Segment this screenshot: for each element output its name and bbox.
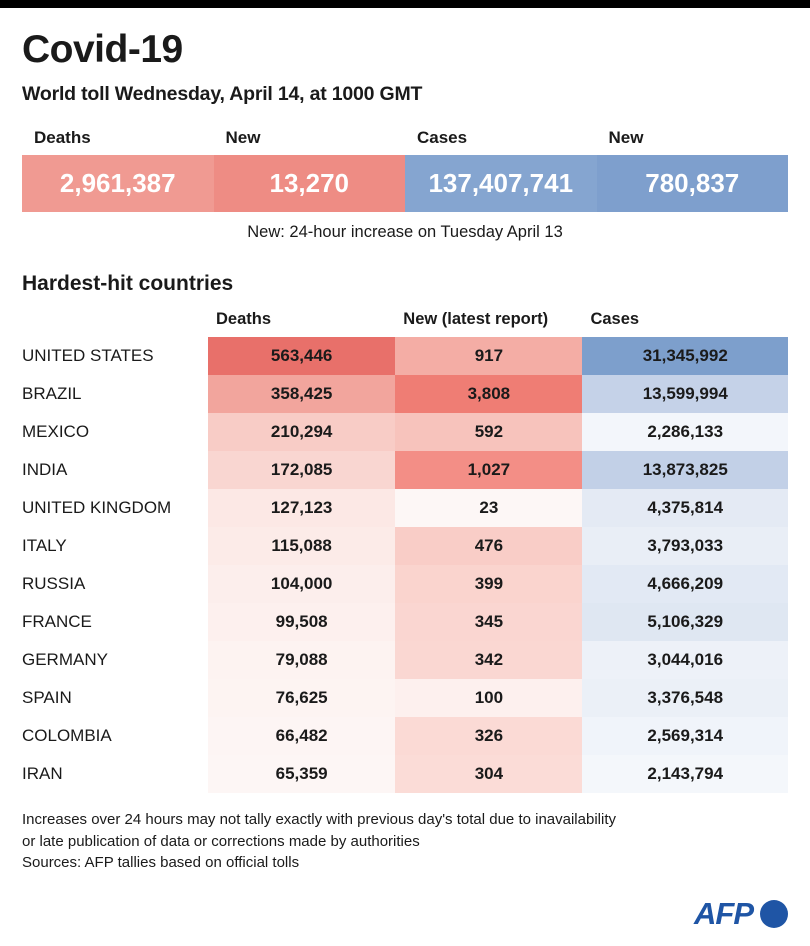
row-new-value: 476	[395, 527, 582, 565]
hardest-hit-heading: Hardest-hit countries	[22, 271, 234, 295]
footer-line-3: Sources: AFP tallies based on official tolls	[22, 854, 300, 872]
row-country-label: IRAN	[22, 763, 63, 783]
row-cases-value: 3,793,033	[582, 527, 788, 565]
table-row	[22, 603, 788, 641]
table-row	[22, 679, 788, 717]
world-col-new-deaths-label: New	[225, 127, 261, 147]
row-deaths-value: 99,508	[208, 603, 395, 641]
row-cases-value: 2,286,133	[582, 413, 788, 451]
row-cases-value: 5,106,329	[582, 603, 788, 641]
col-deaths-label: Deaths	[216, 309, 272, 328]
table-row	[22, 337, 788, 375]
row-country-label: BRAZIL	[22, 383, 82, 403]
row-new-value: 1,027	[395, 451, 582, 489]
content-area	[0, 30, 810, 874]
row-country-label: RUSSIA	[22, 573, 86, 593]
row-deaths-value: 358,425	[208, 375, 395, 413]
col-country-label	[22, 310, 208, 337]
row-new-value: 917	[395, 337, 582, 375]
footer-line-2: or late publication of data or corrections made by authorities	[22, 832, 420, 850]
page-subtitle: World toll Wednesday, April 14, at 1000 GMT	[22, 82, 423, 105]
hardest-hit-table	[22, 310, 788, 793]
row-country-label: UNITED STATES	[22, 345, 154, 365]
row-new-value: 23	[395, 489, 582, 527]
row-cases-value: 2,569,314	[582, 717, 788, 755]
footer-notes	[22, 809, 788, 874]
world-deaths-value: 2,961,387	[22, 155, 214, 212]
row-deaths-value: 66,482	[208, 717, 395, 755]
row-new-value: 3,808	[395, 375, 582, 413]
row-cases-value: 3,044,016	[582, 641, 788, 679]
row-country-label: ITALY	[22, 535, 67, 555]
table-row	[22, 489, 788, 527]
world-col-new-cases-label: New	[608, 127, 644, 147]
world-toll-note: New: 24-hour increase on Tuesday April 13	[247, 222, 563, 241]
row-new-value: 326	[395, 717, 582, 755]
row-deaths-value: 210,294	[208, 413, 395, 451]
row-cases-value: 31,345,992	[582, 337, 788, 375]
world-col-cases-label: Cases	[417, 127, 468, 147]
afp-logo-dot-icon	[760, 900, 788, 928]
row-new-value: 399	[395, 565, 582, 603]
world-cases-value: 137,407,741	[405, 155, 597, 212]
row-cases-value: 13,873,825	[582, 451, 788, 489]
row-cases-value: 4,666,209	[582, 565, 788, 603]
world-col-deaths-label: Deaths	[34, 127, 91, 147]
table-row	[22, 527, 788, 565]
table-row	[22, 717, 788, 755]
row-country-label: FRANCE	[22, 611, 92, 631]
row-cases-value: 4,375,814	[582, 489, 788, 527]
row-deaths-value: 127,123	[208, 489, 395, 527]
row-country-label: MEXICO	[22, 421, 90, 441]
row-cases-value: 2,143,794	[582, 755, 788, 793]
row-cases-value: 3,376,548	[582, 679, 788, 717]
world-toll-block	[22, 128, 788, 242]
col-cases-label: Cases	[590, 309, 640, 328]
afp-logo	[694, 896, 788, 932]
table-row	[22, 375, 788, 413]
row-deaths-value: 563,446	[208, 337, 395, 375]
page-title: Covid-19	[22, 28, 183, 71]
table-row	[22, 641, 788, 679]
top-black-bar	[0, 0, 810, 8]
row-deaths-value: 172,085	[208, 451, 395, 489]
row-new-value: 304	[395, 755, 582, 793]
table-row	[22, 755, 788, 793]
world-new-deaths-value: 13,270	[214, 155, 406, 212]
table-row	[22, 451, 788, 489]
table-row	[22, 413, 788, 451]
world-toll-header-row	[22, 128, 788, 155]
row-country-label: INDIA	[22, 459, 68, 479]
row-deaths-value: 65,359	[208, 755, 395, 793]
table-row	[22, 565, 788, 603]
row-new-value: 342	[395, 641, 582, 679]
col-new-label: New (latest report)	[403, 309, 549, 328]
footer-line-1: Increases over 24 hours may not tally exactly with previous day's total due to inavailability	[22, 810, 616, 828]
row-new-value: 345	[395, 603, 582, 641]
table-header-row	[22, 310, 788, 337]
world-toll-value-row	[22, 155, 788, 212]
row-deaths-value: 76,625	[208, 679, 395, 717]
row-deaths-value: 115,088	[208, 527, 395, 565]
world-new-cases-value: 780,837	[597, 155, 789, 212]
row-country-label: GERMANY	[22, 649, 108, 669]
row-deaths-value: 104,000	[208, 565, 395, 603]
row-new-value: 100	[395, 679, 582, 717]
afp-logo-text: AFP	[694, 896, 753, 931]
table-body	[22, 337, 788, 793]
row-cases-value: 13,599,994	[582, 375, 788, 413]
row-country-label: UNITED KINGDOM	[22, 497, 172, 517]
row-new-value: 592	[395, 413, 582, 451]
row-country-label: SPAIN	[22, 687, 72, 707]
row-country-label: COLOMBIA	[22, 725, 112, 745]
row-deaths-value: 79,088	[208, 641, 395, 679]
